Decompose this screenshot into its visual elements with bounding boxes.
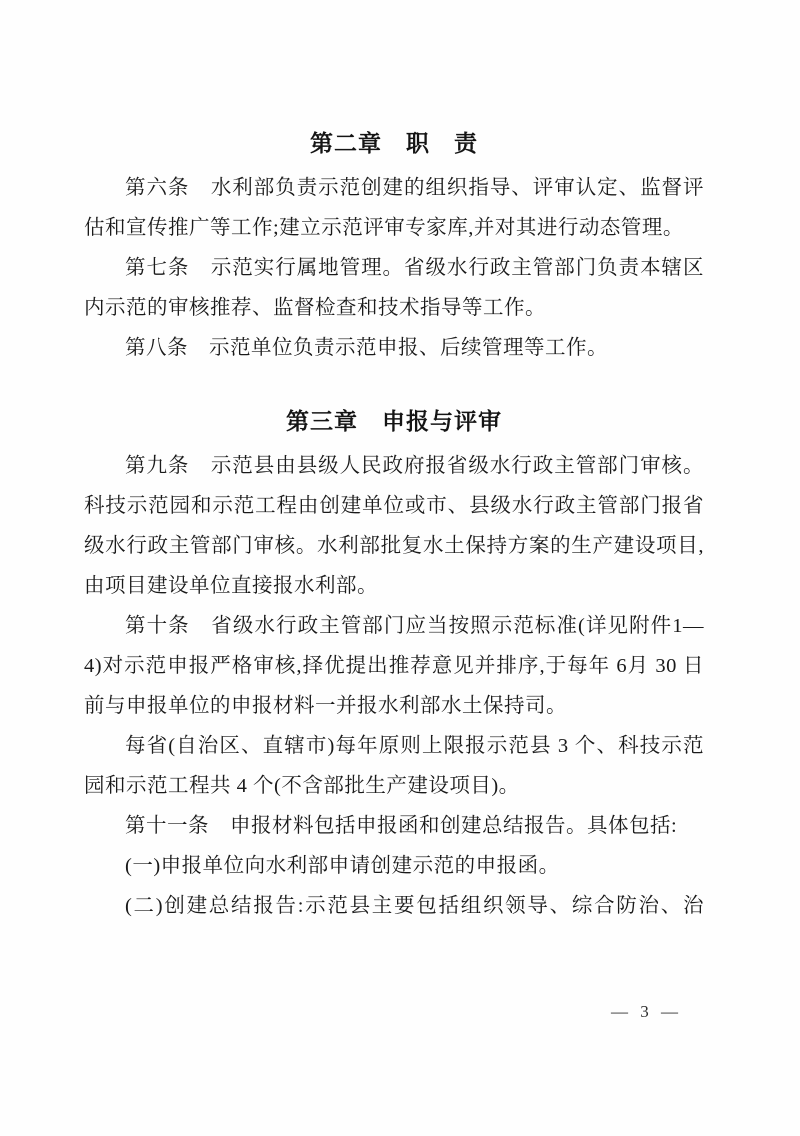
paragraph-article-9: 第九条 示范县由县级人民政府报省级水行政主管部门审核。科技示范园和示范工程由创建单位或市、县级水行政主管部门报省级水行政主管部门审核。水利部批复水土保持方案的生产建设项目,由项目建设单位直接报水利部。 [84, 455, 704, 597]
page-number: — 3 — [611, 1002, 682, 1021]
paragraph-item-1: (一)申报单位向水利部申请创建示范的申报函。 [125, 855, 560, 877]
paragraph-article-7: 第七条 示范实行属地管理。省级水行政主管部门负责本辖区内示范的审核推荐、监督检查和技术指导等工作。 [84, 257, 704, 319]
paragraph-article-10: 第十条 省级水行政主管部门应当按照示范标准(详见附件1—4)对示范申报严格审核,择优提出推荐意见并排序,于每年 6月 30 日前与申报单位的申报材料一并报水利部水土保持司。 [84, 615, 704, 717]
paragraph-article-6: 第六条 水利部负责示范创建的组织指导、评审认定、监督评估和宣传推广等工作;建立示范评审专家库,并对其进行动态管理。 [84, 177, 704, 239]
paragraph-annual-quota: 每省(自治区、直辖市)每年原则上限报示范县 3 个、科技示范园和示范工程共 4 个(不含部批生产建设项目)。 [84, 735, 704, 797]
page-footer [611, 1002, 682, 1022]
paragraph-item-2: (二)创建总结报告:示范县主要包括组织领导、综合防治、治 [125, 895, 704, 917]
chapter-3-heading: 第三章 申报与评审 [286, 408, 502, 434]
paragraph-article-11: 第十一条 申报材料包括申报函和创建总结报告。具体包括: [125, 815, 678, 837]
chapter-2-heading: 第二章 职 责 [310, 130, 478, 156]
paragraph-article-8: 第八条 示范单位负责示范申报、后续管理等工作。 [125, 337, 608, 359]
